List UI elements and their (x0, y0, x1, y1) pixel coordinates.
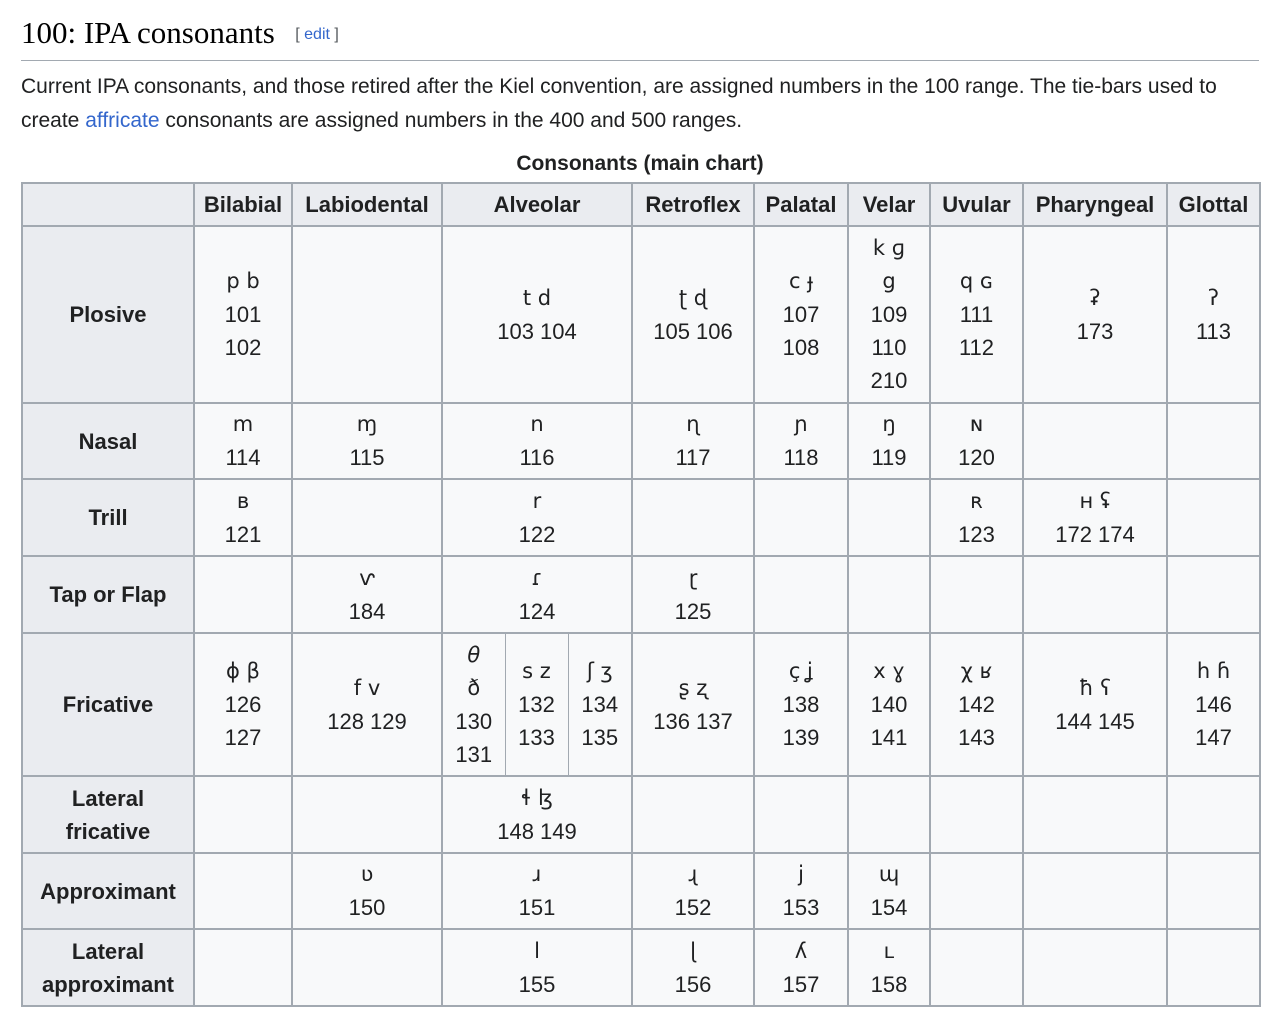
edit-link[interactable]: edit (304, 26, 330, 43)
cell-trill-pharyngeal (1023, 479, 1167, 556)
cell-fricative-alveolar (505, 633, 568, 776)
ipa-symbol: ŋ (882, 412, 896, 436)
ipa-number: 142 (958, 692, 995, 717)
ipa-number: 102 (224, 335, 262, 360)
row-header-trill: Trill (22, 479, 194, 556)
ipa-number: 132 (518, 692, 555, 717)
cell-tap-alveolar (442, 556, 632, 633)
ipa-number: 146 (1195, 692, 1232, 717)
cell-latfric-bilabial (194, 776, 292, 853)
cell-trill-velar (848, 479, 930, 556)
cell-tap-bilabial (194, 556, 292, 633)
ipa-symbol: ɻ (688, 862, 698, 886)
ipa-symbol: n (530, 412, 544, 436)
ipa-number: 125 (674, 598, 712, 624)
ipa-symbol: ʔ (1208, 285, 1219, 310)
ipa-number: 184 (348, 598, 386, 624)
cell-plosive-alveolar (442, 226, 632, 403)
cell-tap-labiodental (292, 556, 442, 633)
cell-tap-palatal (754, 556, 848, 633)
ipa-symbol: j (798, 862, 804, 886)
ipa-symbol: h ɦ (1196, 659, 1231, 683)
row-header-nasal: Nasal (22, 403, 194, 479)
ipa-symbol: ɾ (531, 565, 543, 590)
cell-plosive-glottal (1167, 226, 1260, 403)
cell-latapprox-velar (848, 929, 930, 1006)
cell-latfric-glottal (1167, 776, 1260, 853)
cell-approx-bilabial (194, 853, 292, 929)
ipa-number: 124 (518, 598, 556, 624)
cell-trill-labiodental (292, 479, 442, 556)
ipa-number: 138 (782, 692, 820, 717)
header-row (22, 183, 1260, 226)
cell-plosive-uvular (930, 226, 1023, 403)
ipa-symbol: ʈ ɖ (678, 285, 708, 310)
cell-latapprox-pharyngeal (1023, 929, 1167, 1006)
ipa-number: 119 (871, 445, 907, 470)
row-tap (22, 556, 1260, 633)
ipa-symbol: ʙ (236, 488, 250, 513)
cell-nasal-alveolar (442, 403, 632, 479)
ipa-number: 154 (870, 895, 908, 920)
cell-nasal-labiodental (292, 403, 442, 479)
cell-approx-retroflex (632, 853, 754, 929)
ipa-number: 111 (959, 302, 994, 327)
ipa-number: 210 (870, 368, 908, 393)
cell-plosive-retroflex (632, 226, 754, 403)
row-trill (22, 479, 1260, 556)
ipa-symbol: ɹ (532, 862, 542, 886)
cell-approx-palatal (754, 853, 848, 929)
cell-approx-pharyngeal (1023, 853, 1167, 929)
cell-approx-uvular (930, 853, 1023, 929)
ipa-number: 112 (958, 335, 995, 360)
intro-text-1: Current IPA consonants, and those retired after the Kiel convention, are assigned numbers in the 100 range. The tie-bars used to create (21, 75, 1217, 132)
cell-latfric-labiodental (292, 776, 442, 853)
ipa-number: 103 104 (497, 318, 577, 344)
ipa-number: 105 106 (653, 318, 733, 344)
ipa-number: 131 (455, 741, 493, 767)
ipa-number: 120 (958, 445, 995, 470)
cell-approx-alveolar (442, 853, 632, 929)
ipa-number: 136 137 (653, 708, 733, 734)
ipa-symbol: ʜ ʢ (1079, 488, 1111, 513)
cell-approx-velar (848, 853, 930, 929)
consonant-table (21, 182, 1261, 1007)
ipa-symbol: ʃ ʒ (586, 659, 613, 683)
intro-text-2: consonants are assigned numbers in the 400 and 500 ranges. (159, 109, 743, 132)
ipa-symbol: ʂ ʐ (678, 675, 708, 700)
ipa-symbol: ʟ (883, 938, 895, 963)
cell-latfric-pharyngeal (1023, 776, 1167, 853)
ipa-symbol: ɸ β (226, 659, 260, 683)
cell-fricative-bilabial (194, 633, 292, 776)
cell-tap-retroflex (632, 556, 754, 633)
cell-fricative-dental (442, 633, 505, 776)
ipa-number: 148 149 (497, 818, 577, 844)
ipa-number: 123 (958, 521, 995, 547)
ipa-symbol: g (882, 269, 896, 293)
row-header-lateral-approximant (22, 929, 194, 1006)
cell-trill-palatal (754, 479, 848, 556)
row-label-line: approximant (41, 971, 175, 997)
cell-latapprox-labiodental (292, 929, 442, 1006)
row-header-plosive: Plosive (22, 226, 194, 403)
ipa-number: 121 (224, 521, 262, 547)
corner-header (22, 183, 194, 226)
cell-trill-bilabial (194, 479, 292, 556)
ipa-symbol: ɱ (356, 412, 378, 436)
cell-fricative-labiodental (292, 633, 442, 776)
cell-nasal-retroflex (632, 403, 754, 479)
ipa-symbol: m (232, 412, 254, 436)
ipa-number: 134 (581, 692, 619, 717)
section-heading (21, 10, 1259, 61)
ipa-symbol: r (532, 488, 542, 513)
ipa-number: 109 (870, 302, 908, 327)
row-header-lateral-fricative (22, 776, 194, 853)
ipa-symbol: s z (522, 659, 551, 683)
cell-fricative-pharyngeal (1023, 633, 1167, 776)
cell-latfric-alveolar (442, 776, 632, 853)
cell-latfric-velar (848, 776, 930, 853)
ipa-number: 157 (782, 971, 820, 997)
row-label-line: Lateral (71, 938, 145, 964)
edit-section (295, 26, 339, 44)
ipa-number: 147 (1195, 725, 1232, 750)
ipa-number: 130 (455, 708, 493, 734)
ipa-symbol: p b (226, 269, 260, 293)
cell-trill-uvular (930, 479, 1023, 556)
ipa-number: 151 (518, 895, 556, 920)
col-header-retroflex: Retroflex (632, 183, 754, 226)
cell-latapprox-retroflex (632, 929, 754, 1006)
affricate-link[interactable]: affricate (85, 109, 160, 132)
ipa-symbol: θ (467, 642, 481, 667)
ipa-number: 135 (581, 725, 619, 750)
row-lateral-fricative (22, 776, 1260, 853)
cell-nasal-velar (848, 403, 930, 479)
row-nasal (22, 403, 1260, 479)
cell-plosive-velar (848, 226, 930, 403)
col-header-bilabial: Bilabial (194, 183, 292, 226)
section-title: 100: IPA consonants (21, 15, 275, 50)
ipa-number: 114 (225, 445, 261, 470)
ipa-number: 156 (674, 971, 712, 997)
cell-fricative-postalveolar (568, 633, 632, 776)
edit-bracket-open: [ (295, 26, 300, 43)
cell-approx-glottal (1167, 853, 1260, 929)
ipa-symbol: f v (353, 675, 381, 700)
cell-latapprox-glottal (1167, 929, 1260, 1006)
ipa-symbol: ɳ (686, 412, 700, 436)
ipa-number: 115 (349, 445, 385, 470)
intro-paragraph (21, 70, 1259, 138)
col-header-velar: Velar (848, 183, 930, 226)
edit-bracket-close: ] (334, 26, 339, 43)
ipa-number: 153 (782, 895, 820, 920)
cell-latfric-palatal (754, 776, 848, 853)
cell-latfric-retroflex (632, 776, 754, 853)
ipa-number: 155 (518, 971, 556, 997)
ipa-symbol: ɲ (794, 412, 808, 436)
ipa-number: 116 (519, 445, 555, 470)
ipa-number: 122 (518, 521, 556, 547)
ipa-number: 108 (782, 335, 820, 360)
cell-nasal-palatal (754, 403, 848, 479)
cell-plosive-labiodental (292, 226, 442, 403)
cell-fricative-retroflex (632, 633, 754, 776)
ipa-symbol: ɭ (690, 938, 696, 963)
cell-nasal-pharyngeal (1023, 403, 1167, 479)
row-header-fricative: Fricative (22, 633, 194, 776)
cell-fricative-velar (848, 633, 930, 776)
cell-trill-glottal (1167, 479, 1260, 556)
table-caption: Consonants (main chart) (516, 152, 764, 175)
cell-trill-alveolar (442, 479, 632, 556)
ipa-number: 144 145 (1055, 708, 1135, 734)
ipa-symbol: x ɣ (873, 659, 905, 683)
ipa-number: 150 (348, 895, 386, 920)
ipa-symbol: χ ʁ (960, 659, 993, 683)
ipa-symbol: ð (467, 675, 481, 700)
row-approximant (22, 853, 1260, 929)
col-header-uvular: Uvular (930, 183, 1023, 226)
ipa-number: 127 (224, 725, 262, 750)
ipa-symbol: t d (522, 285, 552, 310)
ipa-number: 128 129 (327, 708, 407, 734)
ipa-number: 173 (1076, 318, 1114, 344)
cell-nasal-glottal (1167, 403, 1260, 479)
col-header-alveolar: Alveolar (442, 183, 632, 226)
cell-tap-uvular (930, 556, 1023, 633)
ipa-symbol: k ɡ (872, 236, 906, 260)
cell-plosive-bilabial (194, 226, 292, 403)
ipa-symbol: ɽ (688, 565, 698, 590)
cell-tap-glottal (1167, 556, 1260, 633)
cell-latapprox-palatal (754, 929, 848, 1006)
row-plosive (22, 226, 1260, 403)
row-label-line: fricative (65, 818, 151, 844)
ipa-symbol: ⱱ (359, 565, 375, 590)
ipa-symbol: ɰ (878, 862, 900, 886)
cell-fricative-uvular (930, 633, 1023, 776)
col-header-labiodental: Labiodental (292, 183, 442, 226)
ipa-number: 133 (518, 725, 555, 750)
ipa-symbol: ħ ʕ (1079, 675, 1111, 700)
cell-approx-labiodental (292, 853, 442, 929)
ipa-symbol: ʡ (1089, 285, 1101, 310)
ipa-symbol: ɴ (969, 412, 984, 436)
cell-plosive-palatal (754, 226, 848, 403)
ipa-number: 140 (870, 692, 908, 717)
ipa-symbol: ç ʝ (788, 659, 814, 683)
ipa-symbol: l (534, 938, 540, 963)
ipa-number: 113 (1195, 318, 1232, 344)
ipa-number: 143 (958, 725, 995, 750)
ipa-symbol: c ɟ (788, 269, 814, 293)
row-header-tap: Tap or Flap (22, 556, 194, 633)
ipa-number: 107 (782, 302, 820, 327)
col-header-palatal: Palatal (754, 183, 848, 226)
cell-latapprox-uvular (930, 929, 1023, 1006)
ipa-number: 139 (782, 725, 820, 750)
ipa-number: 126 (224, 692, 262, 717)
cell-latapprox-alveolar (442, 929, 632, 1006)
cell-plosive-pharyngeal (1023, 226, 1167, 403)
ipa-number: 172 174 (1055, 521, 1135, 547)
ipa-number: 117 (675, 445, 711, 470)
ipa-symbol: ʋ (360, 862, 374, 886)
ipa-number: 141 (870, 725, 908, 750)
cell-tap-velar (848, 556, 930, 633)
cell-nasal-bilabial (194, 403, 292, 479)
cell-fricative-glottal (1167, 633, 1260, 776)
cell-latapprox-bilabial (194, 929, 292, 1006)
row-label-line: Lateral (71, 785, 145, 811)
cell-latfric-uvular (930, 776, 1023, 853)
ipa-number: 118 (783, 445, 819, 470)
ipa-number: 158 (870, 971, 908, 997)
ipa-symbol: q ɢ (959, 269, 994, 293)
ipa-number: 101 (224, 302, 262, 327)
cell-nasal-uvular (930, 403, 1023, 479)
ipa-number: 152 (674, 895, 712, 920)
row-fricative (22, 633, 1260, 776)
ipa-symbol: ɬ ɮ (521, 785, 553, 810)
cell-tap-pharyngeal (1023, 556, 1167, 633)
ipa-symbol: ʀ (970, 488, 983, 513)
cell-trill-retroflex (632, 479, 754, 556)
row-lateral-approximant (22, 929, 1260, 1006)
row-header-approximant: Approximant (22, 853, 194, 929)
col-header-glottal: Glottal (1167, 183, 1260, 226)
col-header-pharyngeal: Pharyngeal (1023, 183, 1167, 226)
cell-fricative-palatal (754, 633, 848, 776)
ipa-number: 110 (871, 335, 907, 360)
ipa-symbol: ʎ (794, 938, 808, 963)
